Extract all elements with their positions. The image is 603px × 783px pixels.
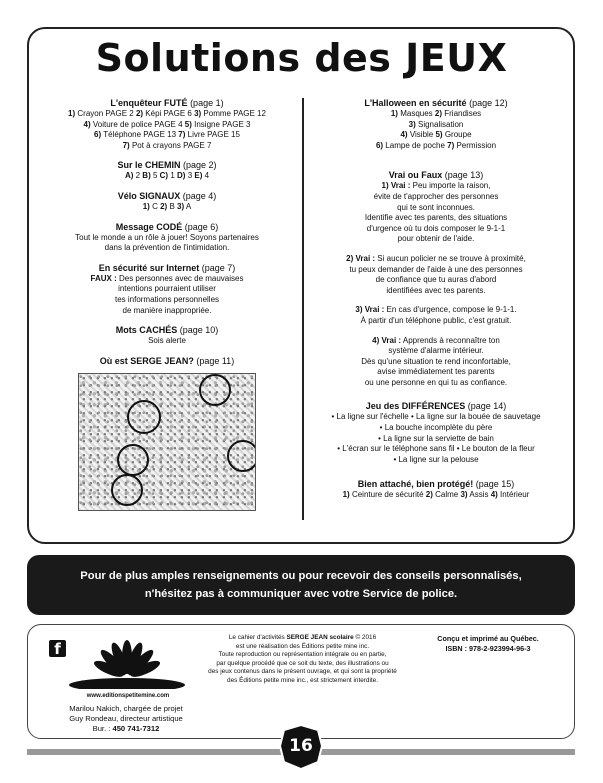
answer-key: 6) — [94, 130, 102, 140]
answer-line — [305, 378, 567, 389]
legal-product: SERGE JEAN scolaire — [286, 634, 354, 641]
answer-line — [36, 233, 298, 244]
answer-key: 2) — [434, 109, 443, 118]
answer-line — [305, 130, 567, 141]
heading-page: (page 7) — [199, 262, 236, 273]
answer-line — [36, 120, 298, 131]
answer-line — [36, 306, 298, 317]
section-heading — [305, 97, 567, 109]
heading-page: (page 4) — [180, 190, 217, 201]
section-detective — [36, 97, 298, 151]
section-heading — [36, 97, 298, 109]
answer-text: • La ligne sur la pelouse — [393, 454, 479, 464]
true-false-answer — [305, 336, 567, 389]
answer-line — [305, 490, 567, 501]
answer-text: 3 — [185, 171, 195, 181]
section-heading — [36, 262, 298, 274]
heading-page: (page 12) — [466, 98, 508, 108]
answer-line — [305, 224, 567, 235]
answer-text: A — [184, 201, 192, 211]
section-coded-message — [36, 221, 298, 254]
section-heading — [36, 190, 298, 202]
answer-line — [305, 346, 567, 357]
answer-circle — [199, 374, 231, 406]
true-false-answer — [305, 305, 567, 326]
answer-line — [36, 243, 298, 254]
banner-line: Pour de plus amples renseignements ou pour recevoir des conseils personnalisés, — [80, 570, 522, 582]
answer-key: C) — [159, 171, 169, 181]
answer-text: Peu importe la raison, — [410, 181, 491, 191]
answer-circle — [227, 440, 256, 472]
column-divider — [302, 98, 304, 520]
answer-text: tu peux demander de l'aide à une des personnes — [349, 264, 523, 274]
answer-key: 4) — [490, 490, 498, 500]
answer-text: Dès qu'une situation te rend inconfortable, — [361, 356, 511, 366]
answer-key: 4) — [83, 119, 91, 129]
heading-page: (page 10) — [177, 325, 219, 336]
answer-key: 3) — [460, 490, 468, 500]
heading-text: L'Halloween en sécurité — [364, 98, 467, 108]
heading-text: Vélo SIGNAUX — [117, 190, 181, 201]
answer-text: Insigne PAGE 3 — [191, 119, 251, 129]
heading-page: (page 2) — [180, 160, 217, 171]
answer-line — [305, 336, 567, 347]
answer-text: Assis — [467, 490, 491, 500]
answer-text: intentions pourraient utiliser — [118, 284, 216, 294]
answer-text: Sois alerte — [148, 336, 186, 346]
answer-text: • La bouche incomplète du père — [379, 423, 493, 433]
answer-text: Groupe — [442, 130, 472, 140]
heading-page: (page 13) — [442, 170, 484, 181]
answer-circle — [127, 400, 161, 434]
answer-text: Friandises — [442, 109, 482, 118]
answer-text: de confiance que tu auras d'abord — [375, 275, 497, 285]
answer-text: Crayon PAGE 2 — [75, 109, 136, 118]
answer-text: évite de t'approcher des personnes — [373, 191, 499, 201]
answer-text: 5 — [150, 171, 160, 181]
phone-label: Bur. : — [92, 724, 113, 733]
answer-key: E) — [194, 171, 203, 181]
answer-text: Livre PAGE 15 — [185, 130, 240, 140]
banner-line: n'hésitez pas à communiquer avec votre Service de police. — [144, 588, 458, 600]
answer-text: • L'écran sur le téléphone sans fil • Le bouton de la fleur — [337, 444, 535, 454]
page-title: Solutions des JEUX — [95, 36, 508, 80]
printed-location: Conçu et imprimé au Québec. — [437, 634, 539, 643]
answer-key: FAUX : — [90, 273, 117, 283]
left-column — [36, 97, 298, 511]
answer-text: de manière inappropriée. — [122, 305, 212, 315]
answer-text: dans la prévention de l'intimidation. — [104, 243, 230, 253]
answer-line — [36, 202, 298, 213]
answer-text: Képi PAGE 6 — [143, 109, 195, 118]
answer-key: 1) — [390, 109, 398, 118]
answer-text: Signalisation — [415, 119, 464, 129]
heading-page: (page 11) — [193, 355, 235, 366]
answer-key: 5) — [435, 130, 443, 140]
contact-line — [36, 724, 216, 734]
search-puzzle-image — [78, 373, 256, 511]
answer-line — [305, 203, 567, 214]
answer-line — [305, 444, 567, 455]
section-heading — [36, 159, 298, 171]
legal-line: par quelque procédé que ce soit du texte, des illustrations ou — [216, 659, 389, 667]
print-info — [408, 634, 568, 654]
answer-text: Voiture de police PAGE 4 — [90, 119, 185, 129]
heading-page: (page 14) — [465, 401, 507, 412]
answer-text: • La ligne sur l'échelle • La ligne sur la bouée de sauvetage — [331, 412, 541, 422]
section-heading — [305, 169, 567, 181]
section-internet-safety — [36, 262, 298, 316]
answer-text: Ceinture de sécurité — [349, 490, 426, 500]
answer-circle — [117, 444, 149, 476]
section-where-is-serge — [36, 355, 298, 511]
answer-key: 2) Vrai : — [346, 253, 376, 263]
answer-line — [305, 275, 567, 286]
section-hidden-words — [36, 324, 298, 347]
answer-text: Téléphone PAGE 13 — [101, 130, 179, 140]
answer-key: 3) Vrai : — [355, 305, 385, 315]
answer-key: 2) — [160, 201, 168, 211]
section-bike-signals — [36, 190, 298, 213]
answer-text: avise immédiatement tes parents — [377, 367, 495, 377]
answer-line — [305, 367, 567, 378]
answer-key: 1) — [68, 109, 76, 118]
heading-text: Mots CACHÉS — [115, 325, 178, 336]
legal-notice — [195, 634, 410, 686]
answer-key: 2) — [425, 490, 433, 500]
answer-line — [305, 265, 567, 276]
heading-text: Sur le CHEMIN — [117, 160, 181, 171]
answer-line — [36, 171, 298, 182]
answer-key: 1) Vrai : — [381, 181, 411, 191]
answer-line — [36, 274, 298, 285]
answer-text: Lampe de poche — [383, 140, 448, 150]
answer-key: 3) — [408, 119, 416, 129]
heading-text: En sécurité sur Internet — [98, 262, 200, 273]
contacts — [36, 704, 216, 734]
answer-line — [305, 120, 567, 131]
answer-key: 1) — [142, 201, 150, 211]
answer-circle — [111, 474, 143, 506]
answer-text: Calme — [432, 490, 461, 500]
answer-line — [36, 295, 298, 306]
answer-line — [305, 357, 567, 368]
heading-page: (page 15) — [473, 479, 515, 490]
phone-number: 450 741-7312 — [112, 724, 160, 733]
answer-line — [305, 455, 567, 466]
legal-text: Le cahier d'activités — [228, 634, 287, 641]
answer-text: B — [167, 201, 177, 211]
legal-line: des Éditions petite mine inc., est strictement interdite. — [227, 676, 378, 684]
legal-copyright: © 2016 — [353, 634, 377, 641]
answer-text: Masques — [397, 109, 435, 118]
heading-page: (page 6) — [182, 221, 219, 232]
legal-line: est une réalisation des Éditions petite mine inc. — [235, 642, 370, 650]
publisher-logo — [66, 637, 188, 693]
answer-line — [36, 336, 298, 347]
answer-line — [305, 423, 567, 434]
answer-text: 2 — [133, 171, 143, 181]
answer-key: D) — [177, 171, 186, 181]
answer-key: 1) — [342, 490, 350, 500]
answer-line — [36, 141, 298, 152]
section-true-false — [305, 169, 567, 388]
answer-text: Des personnes avec de mauvaises — [116, 273, 244, 283]
section-differences — [305, 400, 567, 465]
answer-text: Visible — [407, 130, 436, 140]
section-heading — [36, 355, 298, 367]
answer-line — [305, 192, 567, 203]
section-heading — [36, 221, 298, 233]
answer-key: 3) — [194, 109, 202, 118]
answer-text: À partir d'un téléphone public, c'est gratuit. — [360, 315, 512, 325]
answer-key: 3) — [177, 201, 185, 211]
section-heading — [36, 324, 298, 336]
answer-line — [305, 141, 567, 152]
heading-text: Où est SERGE JEAN? — [99, 355, 194, 366]
answer-text: Identifie avec tes parents, des situations — [364, 213, 508, 223]
answer-text: En cas d'urgence, compose le 9-1-1. — [384, 305, 517, 315]
answer-text: Pomme PAGE 12 — [201, 109, 266, 118]
answer-key: 7) — [122, 140, 130, 150]
answer-line — [305, 234, 567, 245]
section-seatbelt — [305, 478, 567, 501]
answer-line — [305, 181, 567, 192]
heading-text: Bien attaché, bien protégé! — [357, 479, 474, 490]
answer-line — [305, 434, 567, 445]
answer-text: tes informations personnelles — [114, 294, 220, 304]
answer-text: Apprends à reconnaître ton — [401, 335, 500, 345]
answer-line — [36, 109, 298, 120]
legal-line: Toute reproduction ou représentation intégrale ou en partie, — [218, 651, 387, 659]
answer-text: Intérieur — [497, 490, 530, 500]
true-false-answer — [305, 254, 567, 296]
answer-key: 4) Vrai : — [372, 335, 402, 345]
heading-page: (page 1) — [187, 98, 224, 108]
answer-key: 6) — [375, 140, 384, 150]
answer-line — [305, 316, 567, 327]
answer-text: • La ligne sur la serviette de bain — [378, 433, 494, 443]
answer-line — [305, 109, 567, 120]
answer-text: ou une personne en qui tu as confiance. — [364, 377, 508, 387]
answer-text: système d'alarme intérieur. — [388, 346, 484, 356]
answer-line — [305, 412, 567, 423]
publisher-website[interactable]: www.editionspetitemine.com — [86, 693, 170, 699]
answer-key: B) — [142, 171, 151, 181]
info-banner — [27, 555, 575, 615]
legal-line — [195, 634, 410, 643]
right-column — [305, 97, 567, 509]
section-path — [36, 159, 298, 182]
answer-line — [36, 284, 298, 295]
answer-text: d'urgence où tu dois composer le 9-1-1 — [366, 223, 506, 233]
answer-key: 2) — [135, 109, 144, 118]
section-halloween — [305, 97, 567, 151]
answer-text: 4 — [202, 171, 210, 181]
answer-key: 7) — [447, 140, 455, 150]
page-number: 16 — [289, 736, 313, 756]
isbn: ISBN : 978-2-923994-96-3 — [445, 644, 531, 653]
answer-key: 7) — [178, 130, 186, 140]
answer-text: 1 — [168, 171, 178, 181]
contact-line: Guy Rondeau, directeur artistique — [69, 714, 183, 723]
answer-key: 4) — [400, 130, 408, 140]
answer-text: C — [149, 201, 161, 211]
answer-text: qui te sont inconnues. — [397, 202, 475, 212]
section-heading — [305, 400, 567, 412]
contact-line: Marilou Nakich, chargée de projet — [69, 704, 183, 713]
answer-text: Si aucun policier ne se trouve à proximité, — [375, 253, 526, 263]
heading-text: Vrai ou Faux — [388, 170, 443, 181]
section-heading — [305, 478, 567, 490]
true-false-answer — [305, 181, 567, 245]
answer-text: identifiées avec tes parents. — [386, 285, 486, 295]
answer-key: 5) — [184, 119, 192, 129]
legal-line: des jeux contenus dans le présent ouvrage, et qui sont la propriété — [208, 668, 397, 676]
answer-line — [305, 254, 567, 265]
answer-text: Tout le monde a un rôle à jouer! Soyons partenaires — [75, 232, 259, 242]
answer-text: pour obtenir de l'aide. — [397, 234, 475, 244]
answer-text: Permission — [454, 140, 497, 150]
heading-text: Jeu des DIFFÉRENCES — [365, 401, 466, 412]
answer-text: Pot à crayons PAGE 7 — [129, 140, 212, 150]
facebook-icon[interactable]: f — [49, 640, 66, 657]
heading-text: Message CODÉ — [115, 221, 183, 232]
answer-key: A) — [124, 171, 134, 181]
answer-line — [305, 286, 567, 297]
answer-line — [305, 213, 567, 224]
answer-line — [36, 130, 298, 141]
heading-text: L'enquêteur FUTÉ — [110, 98, 188, 108]
answer-line — [305, 305, 567, 316]
